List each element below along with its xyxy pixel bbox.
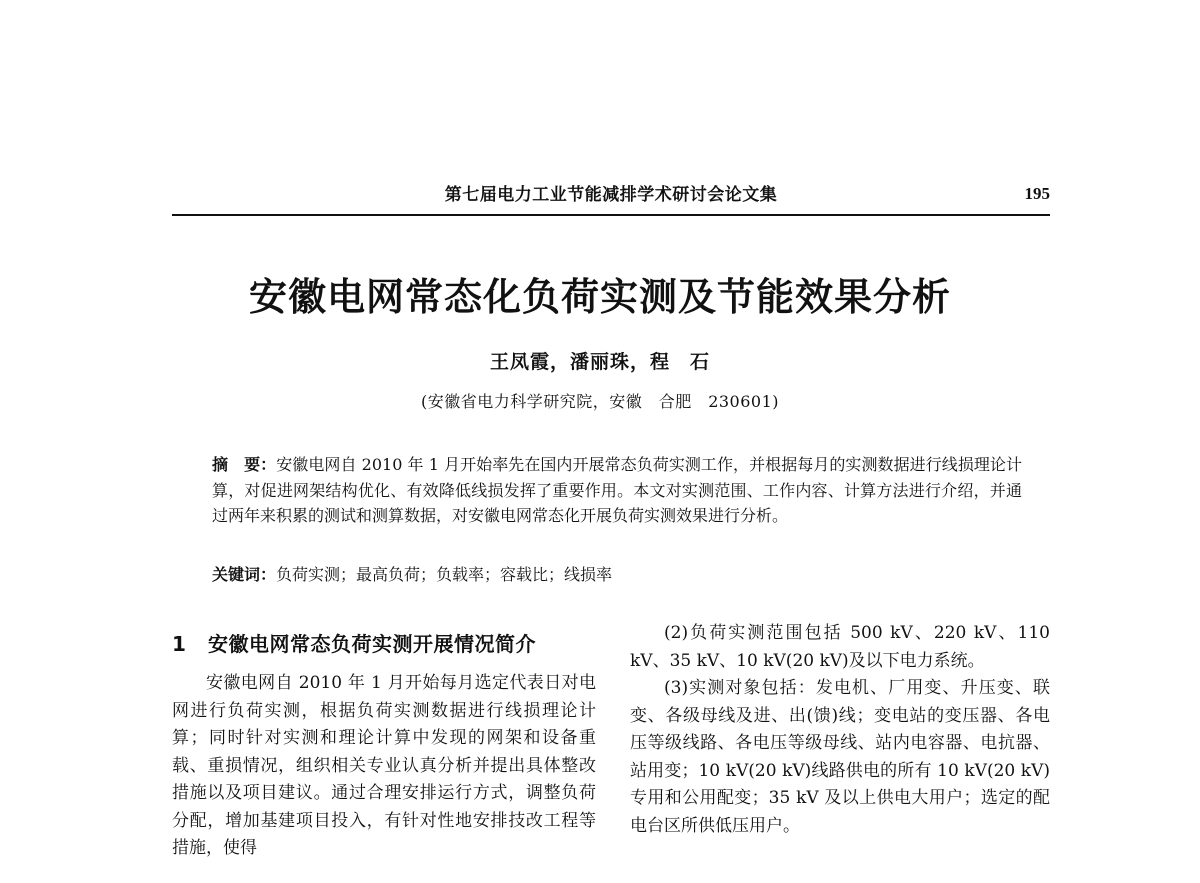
abstract xyxy=(212,452,1022,529)
page-number: 195 xyxy=(1024,184,1050,203)
section-1-paragraph: 安徽电网自 2010 年 1 月开始每月选定代表日对电网进行负荷实测，根据负荷实测数据进行线损理论计算；同时针对实测和理论计算中发现的网架和设备重载、重损情况，组织相关专业认真分析并提出具体整改措施以及项目建议。通过合理安排运行方式，调整负荷分配，增加基建项目投入，有针对性地安排技改工程等措施，使得 xyxy=(172,673,596,858)
left-column xyxy=(172,626,596,863)
abstract-text: 安徽电网自 2010 年 1 月开始率先在国内开展常态负荷实测工作，并根据每月的实测数据进行线损理论计算，对促进网架结构优化、有效降低线损发挥了重要作用。本文对实测范围、工作内容、计算方法进行介绍，并通过两年来积累的测试和测算数据，对安徽电网常态化开展负荷实测效果进行分析。 xyxy=(212,455,1022,525)
keywords xyxy=(212,562,1022,587)
section-1-title: 安徽电网常态负荷实测开展情况简介 xyxy=(208,632,536,656)
paragraph-measurement-scope: (2)负荷实测范围包括 500 kV、220 kV、110 kV、35 kV、10 kV(20 kV)及以下电力系统。 xyxy=(630,623,1050,671)
paper-title: 安徽电网常态化负荷实测及节能效果分析 xyxy=(248,274,951,319)
right-column xyxy=(630,620,1050,840)
authors: 王凤霞，潘丽珠，程 石 xyxy=(489,351,710,373)
proceedings-title: 第七届电力工业节能减排学术研讨会论文集 xyxy=(444,185,778,205)
section-1-number: 1 xyxy=(172,632,187,656)
paragraph-measurement-objects: (3)实测对象包括：发电机、厂用变、升压变、联变、各级母线及进、出(馈)线；变电站的变压器、各电压等级线路、各电压等级母线、站内电容器、电抗器、站用变；10 kV(20 kV)线路供电的所有 10 kV(20 kV)专用和公用配变；35 kV 及以上供电大用户；选定的配电台区所供低压用户。 xyxy=(630,678,1050,836)
running-header xyxy=(172,178,1050,216)
abstract-label: 摘 要： xyxy=(212,455,277,474)
keywords-text: 负荷实测；最高负荷；负载率；容载比；线损率 xyxy=(276,565,613,584)
affiliation: (安徽省电力科学研究院，安徽 合肥 230601) xyxy=(420,392,780,411)
keywords-label: 关键词： xyxy=(212,565,277,584)
section-1-heading xyxy=(172,626,596,662)
